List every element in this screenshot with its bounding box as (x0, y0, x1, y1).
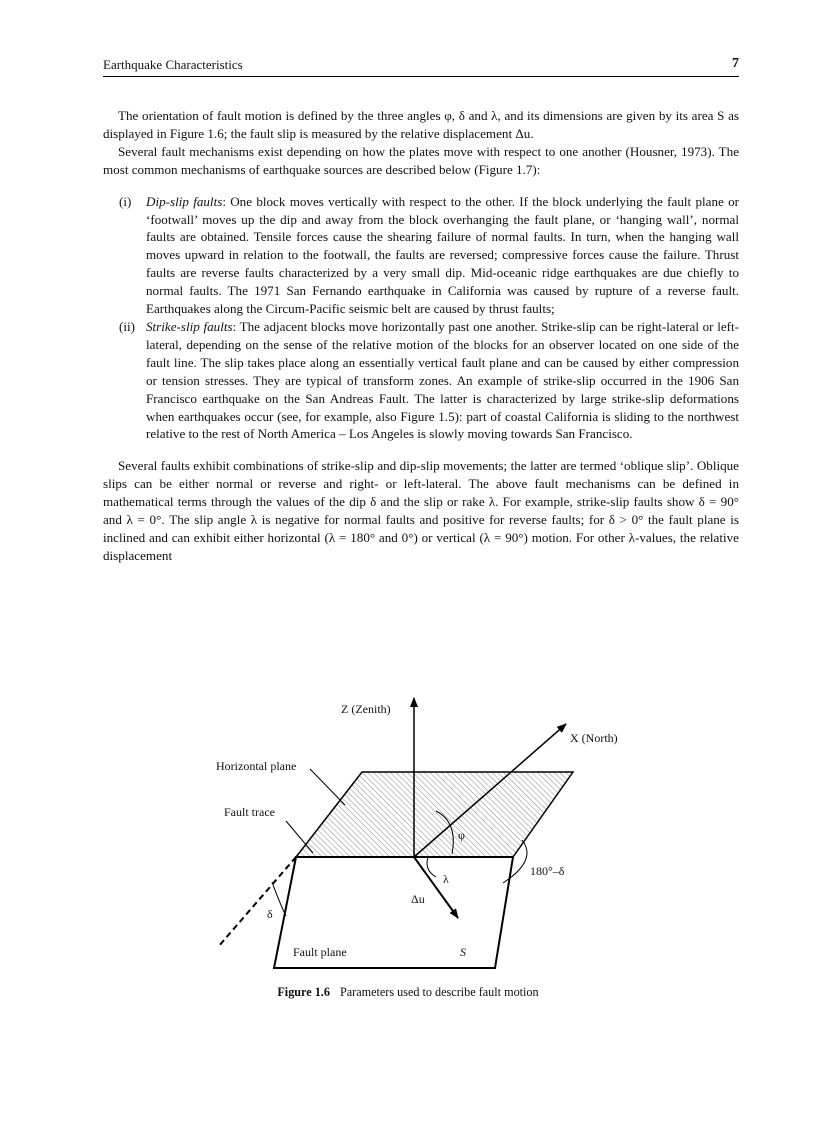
running-title: Earthquake Characteristics (103, 57, 243, 72)
paragraph-orientation: The orientation of fault motion is defined by the three angles φ, δ and λ, and its dimensions are given by its area S as displayed in Figure 1.6; the fault slip is measured by the relative displacement Δu. (103, 108, 739, 141)
fault-trace-label: Fault trace (224, 805, 275, 819)
paragraph-oblique-slip: Several faults exhibit combinations of strike-slip and dip-slip movements; the latter are termed ‘oblique slip’. Oblique slips can be either normal or reverse and right- or left-lateral. The above fault mechanisms can be defined in mathematical terms through the values of the dip δ and the slip or rake λ. For example, strike-slip faults show δ = 90° and λ = 0°. The slip angle λ is negative for normal faults and positive for reverse faults; for δ > 0° the fault plane is inclined and can exhibit either horizontal (λ = 180° and 0°) or vertical (λ = 90°) motion. For other λ-values, the relative displacement (103, 458, 739, 563)
list-item-dip-slip (103, 193, 739, 318)
horizontal-plane (296, 772, 573, 857)
list-item-strike-slip (103, 318, 739, 443)
delta-angle-arc (272, 882, 286, 916)
horizontal-plane-label: Horizontal plane (216, 759, 297, 773)
list-term: Strike-slip faults (146, 318, 233, 334)
delta-u-label: Δu (411, 892, 425, 906)
fault-type-list (103, 193, 739, 444)
list-number: (i) (119, 193, 132, 209)
figure-fault-parameters (200, 690, 618, 980)
z-axis-label: Z (Zenith) (341, 702, 391, 716)
angle-180-minus-delta-label: 180°–δ (530, 864, 565, 878)
fault-diagram (200, 690, 618, 980)
figure-caption (0, 985, 816, 1000)
body-text (103, 107, 739, 565)
list-term: Dip-slip faults (146, 193, 223, 209)
delta-label: δ (267, 907, 273, 921)
horizontal-plane-leader (310, 769, 345, 805)
area-s-label: S (460, 945, 466, 959)
fault-trace-leader (286, 821, 313, 853)
fault-plane-label: Fault plane (293, 945, 347, 959)
x-axis-label: X (North) (570, 731, 618, 745)
list-number: (ii) (119, 318, 135, 334)
phi-label: φ (458, 828, 465, 842)
lambda-label: λ (443, 872, 449, 886)
figure-caption-text: Parameters used to describe fault motion (339, 985, 539, 999)
list-text: : One block moves vertically with respect to the other. If the block underlying the fault plane or ‘footwall’ moves up the dip and away from the block overhanging the fault plane, or ‘hanging wall’, normal faults are obtained. Tensile forces cause the shearing failure of normal faults. In turn, when the hanging wall moves upward in relation to the footwall, the faults are reversed; compressive forces cause the failure. Thrust faults are reverse faults characterized by a very small dip. Mid-oceanic ridge earthquakes are due chiefly to normal faults. The 1971 San Fernando earthquake in California was caused by rupture of a reverse fault. Earthquakes along the Circum-Pacific seismic belt are caused by thrust faults; (146, 193, 739, 317)
running-header (103, 56, 739, 77)
figure-caption-label: Figure 1.6 (277, 985, 330, 999)
list-text: : The adjacent blocks move horizontally past one another. Strike-slip can be right-lateral or left-lateral, depending on the sense of the relative motion of the blocks for an observer located on one side of the fault line. The slip takes place along an essentially vertical fault plane and can be caused by either compression or tension stresses. They are typical of transform zones. An example of strike-slip occurred in the 1906 San Francisco earthquake on the San Andreas Fault. The latter is characterized by large strike-slip deformations when earthquakes occur (see, for example, also Figure 1.5): part of coastal California is sliding to the northwest relative to the rest of North America – Los Angeles is slowly moving towards San Francisco. (146, 318, 739, 442)
paragraph-mechanisms: Several fault mechanisms exist depending on how the plates move with respect to one another (Housner, 1973). The most common mechanisms of earthquake sources are described below (Figure 1.7): (103, 143, 739, 177)
page-number: 7 (732, 56, 739, 71)
